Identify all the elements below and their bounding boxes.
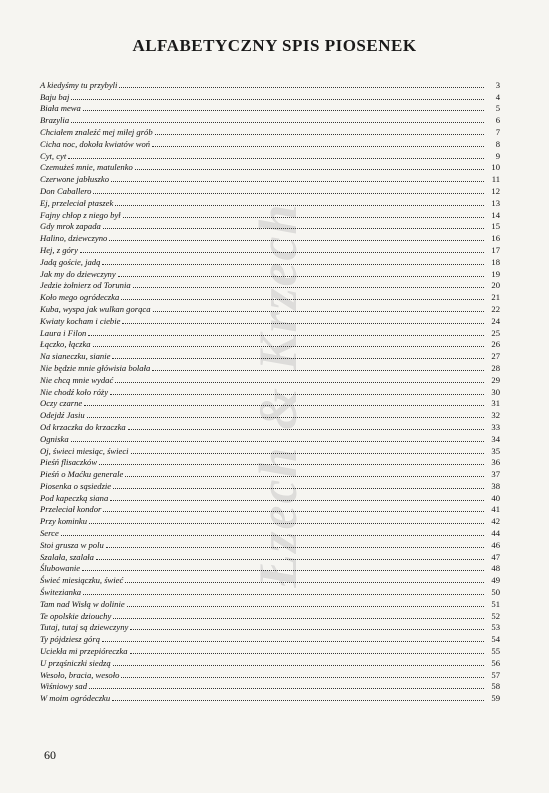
- song-title: Brazylia: [40, 115, 70, 126]
- song-title: Uciekła mi przepióreczka: [40, 646, 128, 657]
- toc-entry: [40, 609, 500, 621]
- toc-entry: [40, 137, 500, 149]
- dot-leader: [112, 358, 484, 359]
- toc-entry: [40, 656, 500, 668]
- song-title: Ej, przeleciał ptaszek: [40, 197, 114, 208]
- song-title: Te opolskie dziouchy: [40, 610, 112, 621]
- toc-entry: [40, 668, 500, 680]
- song-title: Jadą goście, jadą: [40, 256, 101, 267]
- toc-entry: [40, 243, 500, 255]
- dot-leader: [71, 122, 484, 123]
- dot-leader: [102, 641, 484, 642]
- song-title: Nie będzie mnie główisia bolała: [40, 362, 151, 373]
- song-title: Chciałem znaleźć mej miłej grób: [40, 126, 153, 137]
- song-page-number: 20: [491, 280, 500, 291]
- song-title: Pieśń o Maćku generale: [40, 469, 124, 480]
- song-page-number: 53: [491, 622, 500, 633]
- song-page-number: 40: [491, 492, 500, 503]
- dot-leader: [82, 570, 484, 571]
- toc-entry: [40, 691, 500, 703]
- song-title: Świeć miesiączku, świeć: [40, 575, 124, 586]
- song-page-number: 14: [491, 209, 500, 220]
- toc-entry: [40, 102, 500, 114]
- song-title: Czemużeś mnie, matulenko: [40, 162, 133, 173]
- song-page-number: 42: [491, 516, 500, 527]
- dot-leader: [68, 158, 484, 159]
- toc-entry: [40, 562, 500, 574]
- dot-leader: [155, 134, 484, 135]
- dot-leader: [118, 276, 484, 277]
- dot-leader: [128, 429, 484, 430]
- song-page-number: 19: [491, 268, 500, 279]
- song-page-number: 38: [491, 480, 500, 491]
- song-title: Wiśniowy sad: [40, 681, 88, 692]
- toc-entry: [40, 491, 500, 503]
- song-page-number: 25: [491, 327, 500, 338]
- toc-entry: [40, 184, 500, 196]
- song-title: Pieśń flisaczków: [40, 457, 98, 468]
- toc-entry: [40, 326, 500, 338]
- song-page-number: 13: [491, 197, 500, 208]
- song-page-number: 48: [491, 563, 500, 574]
- song-index: [40, 78, 500, 703]
- song-page-number: 57: [491, 669, 500, 680]
- dot-leader: [89, 523, 484, 524]
- toc-entry: [40, 302, 500, 314]
- song-title: Czerwone jabłuszko: [40, 174, 109, 185]
- song-page-number: 17: [491, 244, 500, 255]
- toc-entry: [40, 514, 500, 526]
- toc-entry: [40, 680, 500, 692]
- song-title: Ty pójdziesz górą: [40, 634, 101, 645]
- toc-entry: [40, 408, 500, 420]
- song-title: Odejdź Jasiu: [40, 410, 85, 421]
- dot-leader: [122, 323, 484, 324]
- dot-leader: [113, 618, 484, 619]
- dot-leader: [125, 582, 484, 583]
- dot-leader: [152, 146, 484, 147]
- song-title: Nie chcą mnie wydać: [40, 374, 114, 385]
- dot-leader: [125, 476, 484, 477]
- toc-entry: [40, 113, 500, 125]
- song-title: Wesoło, bracia, wesoło: [40, 669, 120, 680]
- toc-entry: [40, 373, 500, 385]
- song-page-number: 11: [491, 174, 500, 185]
- song-title: Kuba, wyspa jak wulkan gorąca: [40, 303, 151, 314]
- song-page-number: 46: [491, 539, 500, 550]
- song-page-number: 29: [491, 374, 500, 385]
- dot-leader: [113, 665, 484, 666]
- song-page-number: 16: [491, 233, 500, 244]
- toc-entry: [40, 196, 500, 208]
- toc-entry: [40, 149, 500, 161]
- song-title: Oj, świeci miesiąc, świeci: [40, 445, 129, 456]
- dot-leader: [152, 370, 484, 371]
- page-number: 60: [44, 748, 56, 762]
- dot-leader: [102, 264, 484, 265]
- song-title: W moim ogródeczku: [40, 693, 111, 704]
- toc-entry: [40, 267, 500, 279]
- song-page-number: 6: [495, 115, 500, 126]
- song-page-number: 37: [491, 469, 500, 480]
- song-page-number: 4: [495, 91, 500, 102]
- toc-entry: [40, 361, 500, 373]
- song-page-number: 51: [491, 598, 500, 609]
- song-page-number: 15: [491, 221, 500, 232]
- song-title: Tam nad Wisłą w dolinie: [40, 598, 125, 609]
- song-page-number: 12: [491, 185, 500, 196]
- dot-leader: [93, 346, 484, 347]
- toc-entry: [40, 585, 500, 597]
- song-title: Cicha noc, dokoła kwiatów woń: [40, 138, 151, 149]
- toc-entry: [40, 231, 500, 243]
- dot-leader: [111, 181, 484, 182]
- song-page-number: 22: [491, 303, 500, 314]
- song-title: Piosenka o sąsiedzie: [40, 480, 112, 491]
- toc-entry: [40, 432, 500, 444]
- dot-leader: [113, 488, 484, 489]
- song-title: Hej, z góry: [40, 244, 78, 255]
- toc-entry: [40, 314, 500, 326]
- toc-entry: [40, 479, 500, 491]
- dot-leader: [119, 87, 484, 88]
- song-page-number: 49: [491, 575, 500, 586]
- toc-entry: [40, 279, 500, 291]
- toc-entry: [40, 526, 500, 538]
- song-title: Od krzaczka do krzaczka: [40, 421, 126, 432]
- toc-entry: [40, 456, 500, 468]
- dot-leader: [121, 299, 484, 300]
- watermark: Łzech & Krzech: [248, 202, 308, 588]
- dot-leader: [112, 700, 484, 701]
- toc-entry: [40, 172, 500, 184]
- toc-entry: [40, 290, 500, 302]
- dot-leader: [93, 193, 484, 194]
- song-page-number: 3: [495, 79, 500, 90]
- song-title: Halino, dziewczyno: [40, 233, 108, 244]
- song-page-number: 34: [491, 433, 500, 444]
- song-page-number: 32: [491, 410, 500, 421]
- dot-leader: [110, 394, 484, 395]
- toc-entry: [40, 161, 500, 173]
- toc-entry: [40, 538, 500, 550]
- dot-leader: [123, 217, 484, 218]
- dot-leader: [131, 453, 484, 454]
- song-title: Ogniska: [40, 433, 69, 444]
- song-title: Gdy mrok zapada: [40, 221, 101, 232]
- dot-leader: [96, 559, 484, 560]
- song-page-number: 31: [491, 398, 500, 409]
- song-title: Biała mewa: [40, 103, 81, 114]
- dot-leader: [127, 606, 484, 607]
- song-page-number: 21: [491, 292, 500, 303]
- toc-entry: [40, 644, 500, 656]
- song-title: Nie chodź koło róży: [40, 386, 109, 397]
- song-title: Fajny chłop z niego był: [40, 209, 121, 220]
- dot-leader: [110, 500, 484, 501]
- toc-entry: [40, 503, 500, 515]
- song-page-number: 35: [491, 445, 500, 456]
- song-page-number: 52: [491, 610, 500, 621]
- toc-entry: [40, 338, 500, 350]
- dot-leader: [89, 688, 484, 689]
- song-page-number: 7: [495, 126, 500, 137]
- song-title: Tutaj, tutaj są dziewczyny: [40, 622, 129, 633]
- dot-leader: [99, 464, 484, 465]
- dot-leader: [71, 99, 484, 100]
- song-page-number: 27: [491, 351, 500, 362]
- song-page-number: 5: [495, 103, 500, 114]
- song-page-number: 59: [491, 693, 500, 704]
- song-page-number: 47: [491, 551, 500, 562]
- dot-leader: [130, 629, 484, 630]
- dot-leader: [103, 511, 484, 512]
- toc-entry: [40, 90, 500, 102]
- dot-leader: [71, 441, 484, 442]
- toc-entry: [40, 550, 500, 562]
- dot-leader: [121, 677, 484, 678]
- dot-leader: [87, 417, 484, 418]
- song-page-number: 28: [491, 362, 500, 373]
- song-title: Świtezianka: [40, 587, 82, 598]
- dot-leader: [106, 547, 484, 548]
- song-title: Jak my do dziewczyny: [40, 268, 116, 279]
- dot-leader: [84, 405, 484, 406]
- song-page-number: 9: [495, 150, 500, 161]
- song-title: Serce: [40, 528, 59, 539]
- dot-leader: [115, 205, 484, 206]
- song-title: Łączko, łączka: [40, 339, 91, 350]
- song-page-number: 54: [491, 634, 500, 645]
- toc-entry: [40, 349, 500, 361]
- toc-entry: [40, 208, 500, 220]
- dot-leader: [103, 228, 484, 229]
- song-title: Przy kominku: [40, 516, 88, 527]
- toc-entry: [40, 125, 500, 137]
- song-title: Oczy czarne: [40, 398, 83, 409]
- song-title: Laura i Filon: [40, 327, 87, 338]
- song-page-number: 8: [495, 138, 500, 149]
- toc-entry: [40, 621, 500, 633]
- song-page-number: 41: [491, 504, 500, 515]
- toc-entry: [40, 597, 500, 609]
- toc-entry: [40, 385, 500, 397]
- dot-leader: [83, 594, 484, 595]
- song-title: Ślubowanie: [40, 563, 81, 574]
- song-page-number: 26: [491, 339, 500, 350]
- dot-leader: [61, 535, 484, 536]
- song-page-number: 56: [491, 657, 500, 668]
- song-page-number: 33: [491, 421, 500, 432]
- dot-leader: [153, 311, 484, 312]
- toc-entry: [40, 78, 500, 90]
- song-title: Stoi grusza w polu: [40, 539, 104, 550]
- song-title: Baju baj: [40, 91, 70, 102]
- song-title: Na sianeczku, sianie: [40, 351, 111, 362]
- dot-leader: [109, 240, 484, 241]
- song-title: Pod kapeczką siana: [40, 492, 109, 503]
- toc-entry: [40, 420, 500, 432]
- song-title: Szalała, szalała: [40, 551, 94, 562]
- page-title: ALFABETYCZNY SPIS PIOSENEK: [132, 36, 417, 55]
- song-page-number: 55: [491, 646, 500, 657]
- dot-leader: [80, 252, 484, 253]
- dot-leader: [133, 287, 484, 288]
- song-page-number: 10: [491, 162, 500, 173]
- song-page-number: 58: [491, 681, 500, 692]
- toc-entry: [40, 444, 500, 456]
- toc-entry: [40, 397, 500, 409]
- toc-entry: [40, 255, 500, 267]
- song-page-number: 24: [491, 315, 500, 326]
- song-page-number: 30: [491, 386, 500, 397]
- dot-leader: [83, 110, 484, 111]
- dot-leader: [115, 382, 484, 383]
- song-page-number: 36: [491, 457, 500, 468]
- song-title: Don Caballero: [40, 185, 92, 196]
- song-title: Cyt, cyt: [40, 150, 67, 161]
- song-page-number: 18: [491, 256, 500, 267]
- toc-entry: [40, 632, 500, 644]
- dot-leader: [130, 653, 484, 654]
- toc-entry: [40, 220, 500, 232]
- song-title: Jedzie żołnierz od Torunia: [40, 280, 131, 291]
- song-title: U prząśniczki siedzą: [40, 657, 111, 668]
- song-title: Koło mego ogródeczka: [40, 292, 120, 303]
- dot-leader: [135, 169, 484, 170]
- dot-leader: [88, 335, 484, 336]
- song-page-number: 44: [491, 528, 500, 539]
- song-title: A kiedyśmy tu przybyli: [40, 79, 118, 90]
- song-title: Kwiaty kocham i ciebie: [40, 315, 121, 326]
- song-title: Przeleciał kondor: [40, 504, 102, 515]
- toc-entry: [40, 467, 500, 479]
- song-page-number: 50: [491, 587, 500, 598]
- toc-entry: [40, 573, 500, 585]
